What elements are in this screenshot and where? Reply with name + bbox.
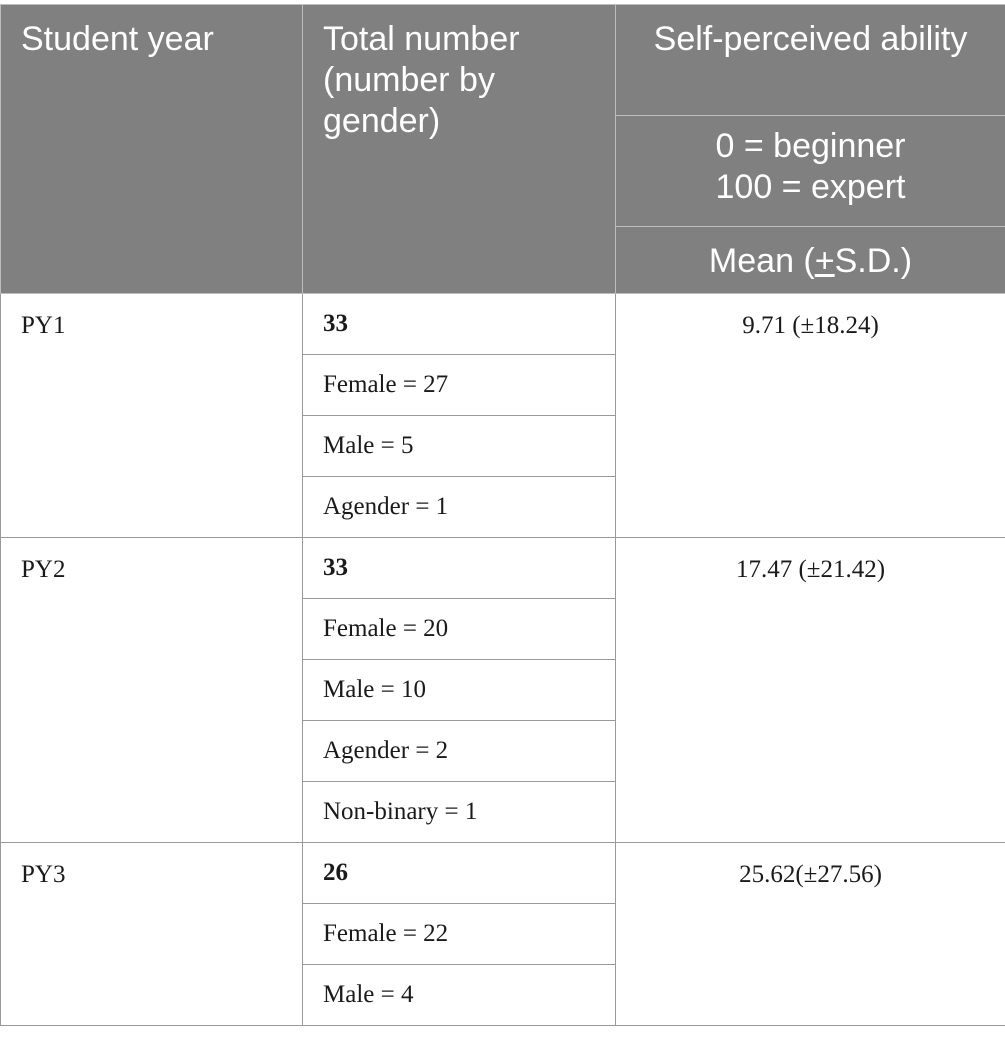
row-gender-count: Female = 20 (303, 599, 616, 660)
row-gender-count: Non-binary = 1 (303, 782, 616, 843)
table-body (1, 294, 1005, 1026)
row-mean: 25.62(±27.56) (616, 843, 1005, 1026)
header-scale (616, 116, 1005, 227)
student-ability-table (0, 4, 1005, 1026)
row-mean: 17.47 (±21.42) (616, 538, 1005, 843)
header-self-perceived-ability: Self-perceived ability (616, 5, 1005, 116)
row-year: PY2 (1, 538, 303, 843)
table-row (1, 843, 1005, 904)
table-row (1, 294, 1005, 355)
row-mean: 9.71 (±18.24) (616, 294, 1005, 538)
row-total: 33 (303, 294, 616, 355)
header-mean-suffix: S.D.) (834, 242, 913, 280)
row-total: 33 (303, 538, 616, 599)
table-row (1, 538, 1005, 599)
table-header (1, 5, 1005, 294)
row-year: PY1 (1, 294, 303, 538)
row-gender-count: Male = 5 (303, 416, 616, 477)
header-mean-sd (616, 227, 1005, 294)
row-total: 26 (303, 843, 616, 904)
row-year: PY3 (1, 843, 303, 1026)
header-scale-expert: 100 = expert (715, 168, 906, 206)
header-mean-prefix: Mean ( (708, 242, 815, 280)
header-mean-pm: + (814, 242, 835, 280)
row-gender-count: Male = 4 (303, 965, 616, 1026)
header-total-number: Total number (number by gender) (303, 5, 616, 294)
row-gender-count: Agender = 1 (303, 477, 616, 538)
row-gender-count: Male = 10 (303, 660, 616, 721)
row-gender-count: Agender = 2 (303, 721, 616, 782)
header-student-year: Student year (1, 5, 303, 294)
row-gender-count: Female = 22 (303, 904, 616, 965)
header-scale-beginner: 0 = beginner (715, 127, 906, 165)
row-gender-count: Female = 27 (303, 355, 616, 416)
